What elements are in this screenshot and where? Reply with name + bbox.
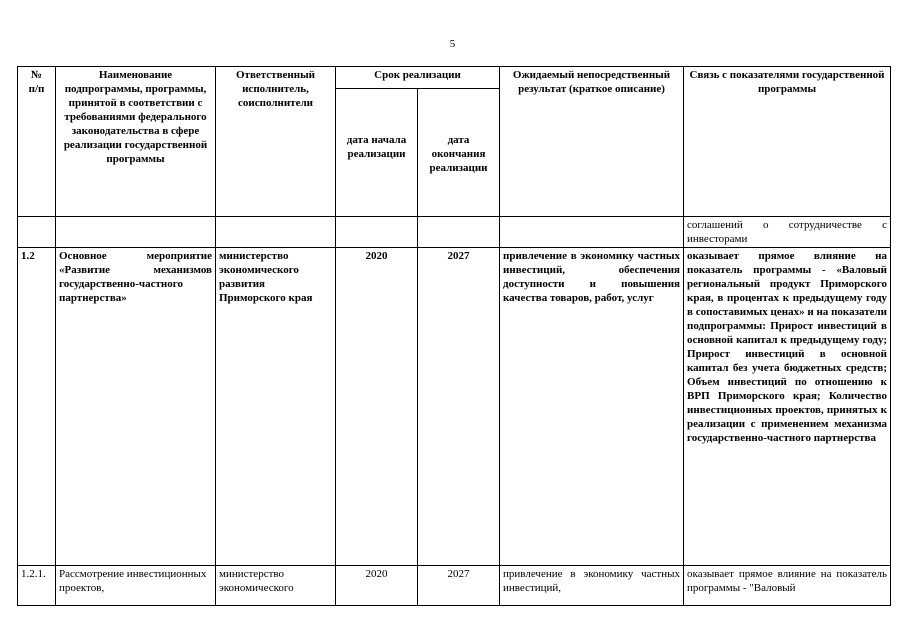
cont-num [18,217,56,248]
row-start: 2020 [336,248,418,566]
row-name: Рассмотрение инвестиционных проектов, [56,566,216,606]
header-result: Ожидаемый непосредственный результат (краткое описание) [500,67,684,217]
table-row [18,566,891,606]
cont-result [500,217,684,248]
header-row-1 [18,67,891,89]
table-row [18,248,891,566]
header-executor: Ответственный исполнитель, соисполнители [216,67,336,217]
row-name: Основное мероприятие «Развитие механизмов государственно-частного партнерства» [56,248,216,566]
row-link: оказывает прямое влияние на показатель программы - "Валовый [684,566,891,606]
header-name: Наименование подпрограммы, программы, принятой в соответствии с требованиями федерального законодательства в сфере реализации государственной программы [56,67,216,217]
cont-start [336,217,418,248]
row-link: оказывает прямое влияние на показатель программы - «Валовый региональный продукт Приморского края, в процентах к предыдущему году в сопоставимых ценах» и на показатели подпрограммы: Прирост инвестиций в основной капитал к предыдущему году; Прирост инвестиций в основной капитал без учета бюджетных средств; Объем инвестиций по отношению к ВРП Приморского края; Количество инвестиционных проектов, принятых к реализации с применением механизма государственно-частного партнерства [684,248,891,566]
row-start: 2020 [336,566,418,606]
row-num: 1.2 [18,248,56,566]
header-start: дата начала реализации [336,89,418,217]
continuation-row [18,217,891,248]
header-period: Срок реализации [336,67,500,89]
row-executor: министерство экономического развития Приморского края [216,248,336,566]
row-end: 2027 [418,248,500,566]
program-table [17,66,891,606]
cont-link: соглашений о сотрудничестве с инвесторами [684,217,891,248]
header-num: № п/п [18,67,56,217]
row-result: привлечение в экономику частных инвестиций, [500,566,684,606]
row-result: привлечение в экономику частных инвестиций, обеспечения доступности и повышения качества товаров, работ, услуг [500,248,684,566]
row-executor: министерство экономического [216,566,336,606]
header-end: дата окончания реализации [418,89,500,217]
page-number: 5 [449,38,456,50]
cont-end [418,217,500,248]
header-link: Связь с показателями государственной программы [684,67,891,217]
cont-executor [216,217,336,248]
row-end: 2027 [418,566,500,606]
row-num: 1.2.1. [18,566,56,606]
cont-name [56,217,216,248]
